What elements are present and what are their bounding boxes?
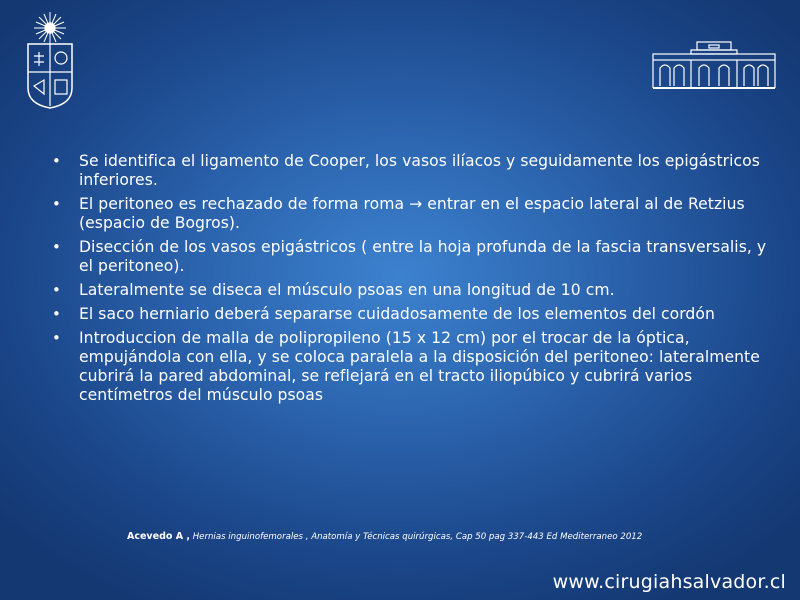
bullet-marker: • (52, 281, 61, 299)
bullet-marker: • (52, 329, 61, 347)
reference-citation (127, 531, 767, 542)
bullet-text: Disección de los vasos epigástricos ( entre la hoja profunda de la fascia transversalis, y el peritoneo). (79, 238, 767, 275)
bullet-text: El peritoneo es rechazado de forma roma → entrar en el espacio lateral al de Retzius (espacio de Bogros). (79, 195, 745, 232)
reference-work: Hernias inguinofemorales , Anatomía y Técnicas quirúrgicas, Cap 50 pag 337-443 Ed Mediterraneo 2012 (192, 532, 643, 542)
bullet-item (52, 281, 768, 300)
bullet-text: Introduccion de malla de polipropileno (15 x 12 cm) por el trocar de la óptica, empujándola con ella, y se coloca paralela a la disposición del peritoneo: lateralmente cubrirá la pared abdominal, se reflejará en el tracto iliopúbico y cubrirá varios centímetros del músculo psoas (79, 329, 760, 404)
bullet-text: Se identifica el ligamento de Cooper, los vasos ilíacos y seguidamente los epigástricos inferiores. (79, 152, 760, 189)
university-crest-icon (22, 10, 78, 110)
bullet-text: El saco herniario deberá separarse cuidadosamente de los elementos del cordón (79, 305, 715, 323)
reference-author: Acevedo A , (127, 531, 190, 542)
bullet-text: Lateralmente se diseca el músculo psoas en una longitud de 10 cm. (79, 281, 615, 299)
bullet-marker: • (52, 152, 61, 170)
bullet-item (52, 329, 768, 405)
bullet-marker: • (52, 195, 61, 213)
hospital-building-icon (651, 40, 777, 92)
bullet-marker: • (52, 238, 61, 256)
bullet-item (52, 305, 768, 324)
bullet-item (52, 238, 768, 276)
website-footer: www.cirugiahsalvador.cl (552, 571, 786, 593)
bullet-marker: • (52, 305, 61, 323)
bullet-item (52, 195, 768, 233)
bullet-list (52, 152, 768, 410)
bullet-item (52, 152, 768, 190)
